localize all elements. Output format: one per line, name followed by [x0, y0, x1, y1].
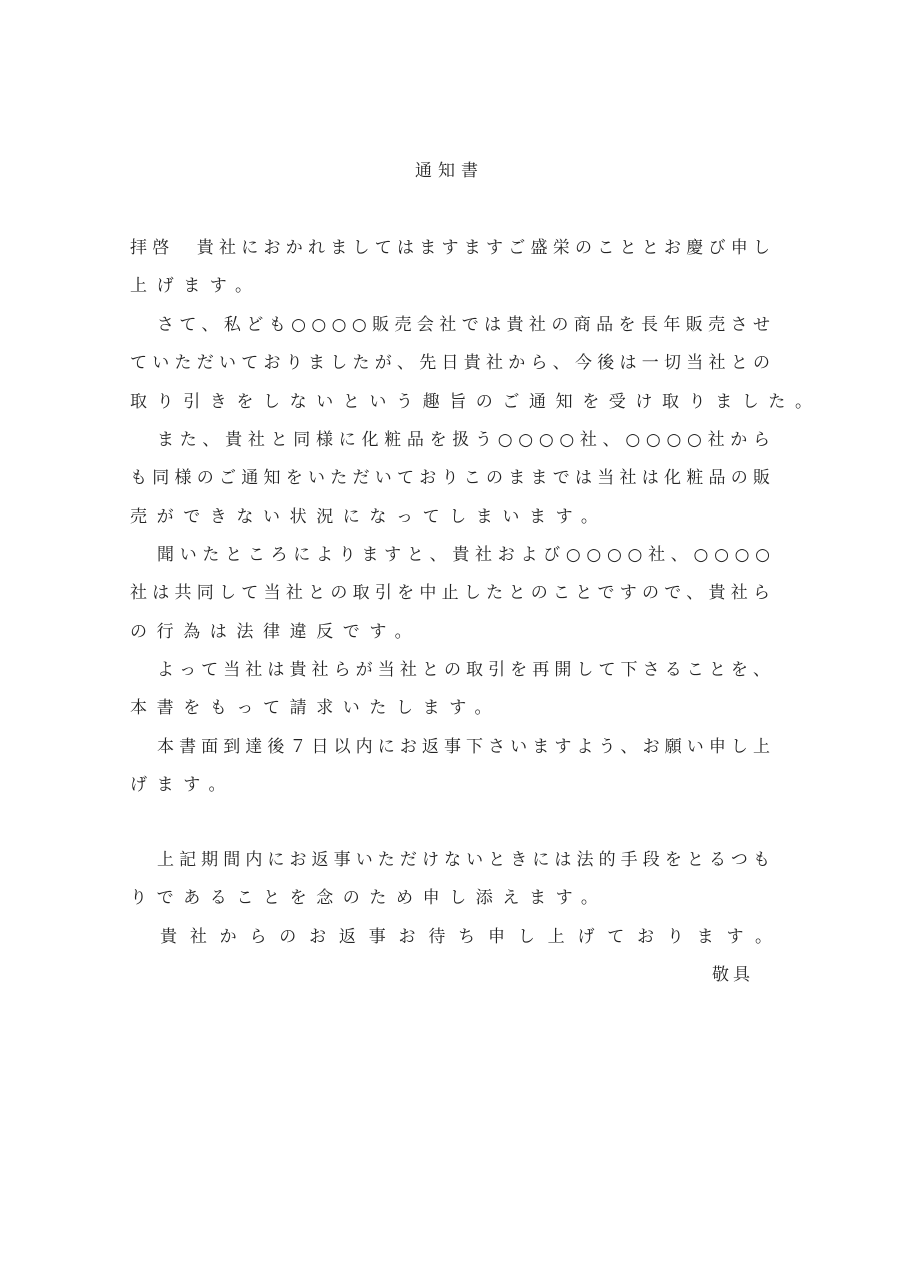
body-line: 本書をもって請求いたします。	[130, 698, 502, 718]
body-line: さて、私ども○○○○販売会社では貴社の商品を長年販売させ	[157, 315, 770, 335]
body-line: 上げます。	[130, 276, 262, 296]
body-line: ていただいておりましたが、先日貴社から、今後は一切当社との	[130, 353, 770, 373]
body-line: も同様のご通知をいただいておりこのままでは当社は化粧品の販	[130, 468, 770, 488]
signoff: 敬具	[712, 965, 754, 985]
body-line: よって当社は貴社らが当社との取引を再開して下さることを、	[157, 660, 770, 680]
body-line: 聞いたところによりますと、貴社および○○○○社、○○○○	[157, 545, 770, 565]
body-line: の行為は法律違反です。	[130, 622, 422, 642]
body-line: げます。	[130, 775, 236, 795]
body-line: また、貴社と同様に化粧品を扱う○○○○社、○○○○社から	[157, 430, 770, 450]
closing-line: 貴社からのお返事お待ち申し上げております。	[160, 927, 772, 947]
body-line: 上記期間内にお返事いただけないときには法的手段をとるつも	[157, 850, 770, 870]
body-line: 取り引きをしないという趣旨のご通知を受け取りました。	[130, 392, 822, 412]
document-title: 通知書	[415, 161, 484, 181]
body-line: 拝啓 貴社におかれましてはますますご盛栄のこととお慶び申し	[130, 238, 770, 258]
body-line: 売ができない状況になってしまいます。	[130, 507, 608, 527]
body-line: 社は共同して当社との取引を中止したとのことですので、貴社ら	[130, 583, 770, 603]
body-line: 本書面到達後７日以内にお返事下さいますよう、お願い申し上	[157, 737, 770, 757]
body-line: りであることを念のため申し添えます。	[130, 888, 608, 908]
